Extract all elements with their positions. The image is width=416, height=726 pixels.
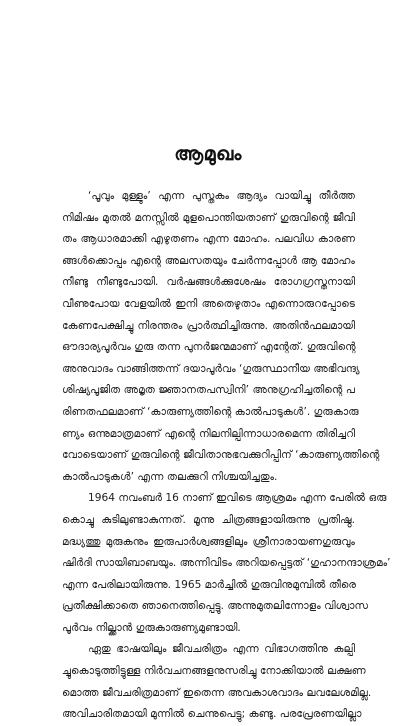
- text-line: മൊത്ത ജീവചരിത്രമാണ് ഇതെന്ന അവകാശവാദം ലവലേശമില്ല.: [62, 686, 372, 699]
- text-line: ‘പൂവും മുള്ളും’ എന്ന പുസ്തകം ആദ്യം വായിച്ചു തീർത്ത: [88, 190, 355, 202]
- text-line: എന്ന പേരിലായിരുന്നു. 1965 മാർച്ചിൽ ഗുരുവിനുമുമ്പിൽ തീരെ: [62, 578, 356, 591]
- text-line: മദ്ധ്യത്തു മുരുകനും ഇരുപാർശ്വങ്ങളിലും ശ്രീനാരായണഗുരുവും: [62, 535, 355, 548]
- text-line: ശിഷ്യപൂജിത അമൃത ജ്ഞാനതപസ്വിനി’ അനുഗ്രഹിച്ചതിന്റെ പ: [62, 384, 355, 397]
- text-line: ണ്യം ഒന്നുമാത്രമാണ് എന്റെ നിലനില്പിന്നാധാരമെന്ന തിരിച്ചറി: [62, 427, 355, 440]
- text-line: വോടെയാണ് ഗുരുവിന്റെ ജീവിതാനുഭവക്കുറിപ്പിന് ‘കാരുണ്യത്തിന്റെ: [62, 449, 380, 462]
- page-title: ആമുഖം: [174, 143, 242, 165]
- text-line: നിമിഷം മുതൽ മനസ്സിൽ മുളപൊന്തിയതാണ് ഗുരുവിന്റെ ജീവി: [62, 211, 355, 224]
- text-line: ഷിർദി സായിബാബയും. അന്നിവിടം അറിയപ്പെട്ടത് ‘ഗുഹാനന്ദാശ്രമം’: [62, 557, 391, 570]
- text-line: 1964 നവംബർ 16 നാണ് ഇവിടെ ആശ്രമം എന്ന പേരിൽ ഒരു: [88, 492, 387, 505]
- text-line: കേണപേക്ഷിച്ചു നിരന്തരം പ്രാർത്ഥിച്ചിരുന്നു. അതിൻഫലമായി: [62, 319, 355, 332]
- text-line: അനുവാദം വാങ്ങിത്തന്ന് ദയാപൂർവം ‘ഗുരുസ്ഥാനീയ അഭിവന്ദ്യ: [62, 362, 360, 375]
- text-line: കാൽപാടുകൾ’ എന്ന തലക്കുറി നിശ്ചയിച്ചതും.: [62, 470, 278, 483]
- text-line: ഏതു ഭാഷയിലും ജീവചരിത്രം എന്ന വിഭാഗത്തിനു കല്പി: [88, 643, 355, 656]
- text-line: ഔദാര്യപൂർവം ഗുരു തന്ന പുനർജന്മമാണ് എന്റേത്. ഗുരുവിന്റെ: [62, 341, 356, 354]
- text-line: പ്രതീക്ഷിക്കാതെ ഞാനെത്തിപ്പെട്ടു. അന്നുമുതലിന്നോളം വിശ്വാസ: [62, 600, 369, 613]
- text-line: വീണുപോയ വേളയിൽ ഇനി അതെഴുതാം എന്നൊരുറപ്പോടെ: [62, 297, 355, 310]
- body-text: [62, 186, 391, 726]
- text-line: തം ആധാരമാക്കി എഴുതണം എന്ന മോഹം. പലവിധ കാരണ: [62, 233, 355, 246]
- text-line: ച്ചുകൊടുത്തിട്ടുള്ള നിർവചനങ്ങളനുസരിച്ചു നോക്കിയാൽ ലക്ഷണ: [62, 665, 366, 678]
- text-line: പൂർവം നില്ക്കാൻ ഗുരുകാരുണ്യമുണ്ടായി.: [62, 621, 241, 634]
- text-line: നീണ്ടു നീണ്ടുപോയി. വർഷങ്ങൾക്കുശേഷം രോഗഗ്രസ്തനായി: [62, 276, 355, 289]
- text-line: കൊച്ചു കുടിലുണ്ടാകുന്നത്. മൂന്നു ചിത്രങ്ങളായിരുന്നു പ്രതിഷ്ഠ.: [62, 513, 355, 526]
- text-line: ങ്ങൾക്കൊപ്പം എന്റെ അലസതയും ചേർന്നപ്പോൾ ആ മോഹം: [62, 254, 355, 267]
- text-line: അവിചാരിതമായി മുന്നിൽ ചെന്നുപെട്ടു; കണ്ടു. പരപ്രേരണയില്ലാ: [62, 708, 362, 721]
- text-line: രിണതഫലമാണ് ‘കാരുണ്യത്തിന്റെ കാൽപാടുകൾ’. ഗുരുകാരു: [62, 405, 359, 418]
